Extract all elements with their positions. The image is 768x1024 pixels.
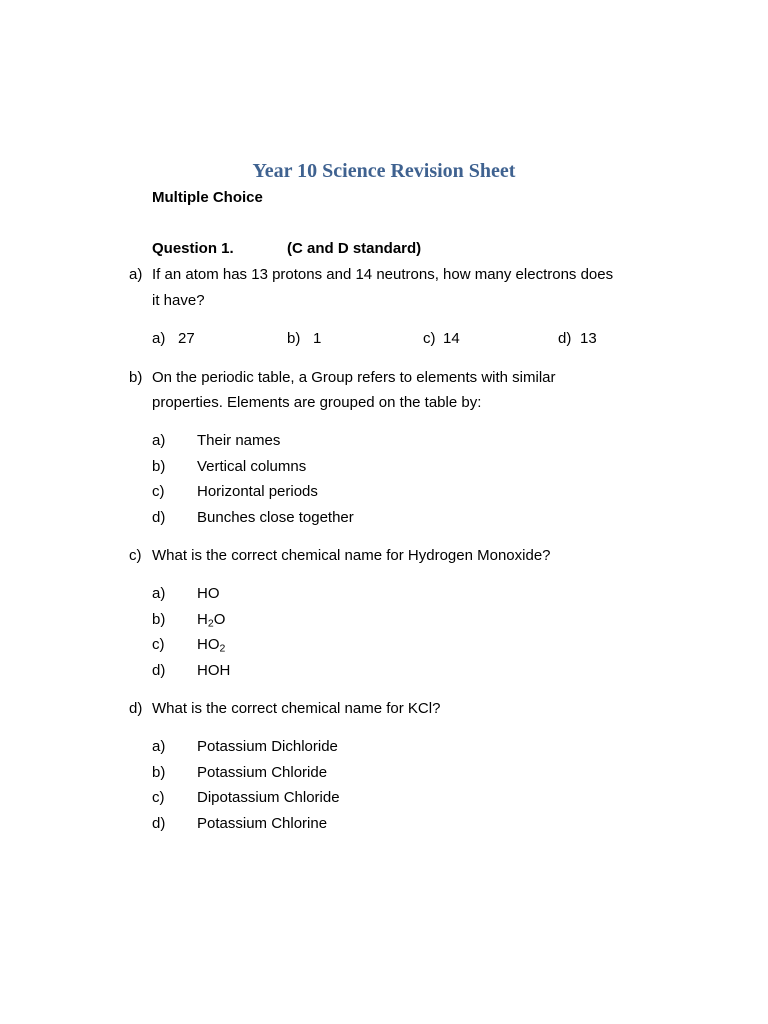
- page-title: Year 10 Science Revision Sheet: [252, 160, 516, 182]
- part-b-option-a-letter: a): [152, 432, 166, 449]
- part-b-option-d-letter: d): [152, 509, 166, 526]
- part-b-option-b-letter: b): [152, 458, 166, 475]
- part-c-option-a-letter: a): [152, 585, 166, 602]
- part-d-option-b-letter: b): [152, 764, 166, 781]
- part-a-option-a-letter: a): [152, 330, 166, 347]
- question-label: Question 1.: [152, 240, 234, 257]
- part-d-option-d-text: Potassium Chlorine: [197, 815, 328, 832]
- part-b-option-a-text: Their names: [197, 432, 281, 449]
- part-a-question-line-1: If an atom has 13 protons and 14 neutrons, how many electrons does: [152, 266, 614, 283]
- part-c-marker: c): [129, 547, 142, 564]
- part-c-option-c-letter: c): [152, 636, 165, 653]
- part-a-option-c-text: 14: [443, 330, 460, 347]
- part-c-option-d-text: HOH: [197, 662, 231, 679]
- formula-tail: O: [213, 611, 226, 628]
- part-d-option-d-letter: d): [152, 815, 166, 832]
- part-c-option-d-letter: d): [152, 662, 166, 679]
- part-a-option-c-letter: c): [423, 330, 436, 347]
- part-b-question-line-2: properties. Elements are grouped on the table by:: [152, 394, 482, 411]
- part-a-option-d-text: 13: [580, 330, 597, 347]
- part-c-question-line-1: What is the correct chemical name for Hydrogen Monoxide?: [152, 547, 551, 564]
- section-heading: Multiple Choice: [152, 189, 263, 206]
- part-a-marker: a): [129, 266, 143, 283]
- part-d-option-b-text: Potassium Chloride: [197, 764, 328, 781]
- part-d-question-line-1: What is the correct chemical name for KCl?: [152, 700, 441, 717]
- part-c-option-b-formula: [197, 610, 225, 630]
- part-a-option-b-text: 1: [313, 330, 322, 347]
- formula-main: H: [197, 611, 208, 628]
- formula-subscript: 2: [207, 617, 214, 630]
- formula-subscript: 2: [219, 642, 226, 655]
- part-c-option-c-formula: [197, 635, 225, 655]
- part-a-option-a-text: 27: [178, 330, 195, 347]
- part-a-option-d-letter: d): [558, 330, 572, 347]
- part-d-option-a-letter: a): [152, 738, 166, 755]
- part-d-marker: d): [129, 700, 143, 717]
- part-a-question-line-2: it have?: [152, 292, 205, 309]
- part-b-option-c-text: Horizontal periods: [197, 483, 318, 500]
- question-standard: (C and D standard): [287, 240, 422, 257]
- part-d-option-c-text: Dipotassium Chloride: [197, 789, 340, 806]
- part-a-option-b-letter: b): [287, 330, 301, 347]
- part-b-option-c-letter: c): [152, 483, 165, 500]
- part-d-option-c-letter: c): [152, 789, 165, 806]
- part-c-option-b-letter: b): [152, 611, 166, 628]
- part-c-option-a-text: HO: [197, 585, 220, 602]
- part-b-option-d-text: Bunches close together: [197, 509, 354, 526]
- part-b-marker: b): [129, 369, 143, 386]
- formula-main: HO: [197, 636, 220, 653]
- part-b-option-b-text: Vertical columns: [197, 458, 307, 475]
- part-b-question-line-1: On the periodic table, a Group refers to elements with similar: [152, 369, 556, 386]
- part-d-option-a-text: Potassium Dichloride: [197, 738, 338, 755]
